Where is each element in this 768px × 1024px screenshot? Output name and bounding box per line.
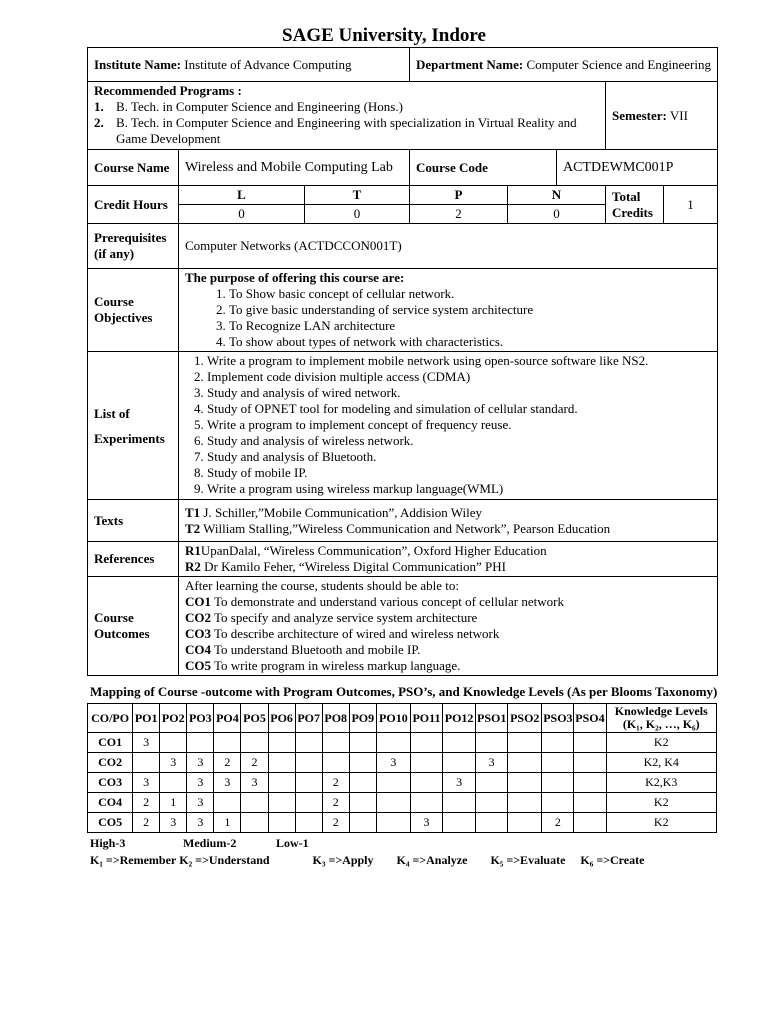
mapping-value-cell: 3 [187, 753, 214, 773]
mapping-knowledge-level-cell: K2 [606, 793, 717, 813]
department-label: Department Name: [416, 56, 524, 72]
mapping-header-cell: PO5 [241, 704, 268, 733]
mapping-value-cell: 3 [376, 753, 410, 773]
mapping-value-cell [295, 813, 322, 833]
outcome-code: CO5 [185, 658, 211, 673]
mapping-value-cell: 3 [187, 773, 214, 793]
mapping-value-cell [241, 793, 268, 813]
references-label: References [88, 542, 179, 577]
mapping-header-cell: PSO2 [508, 704, 542, 733]
text-code: T2 [185, 520, 201, 536]
credit-header-row [88, 186, 718, 205]
outcome-item [185, 594, 711, 610]
legend-high: High-3 [90, 836, 126, 850]
mapping-row [88, 793, 717, 813]
objective-item: 3. To Recognize LAN architecture [229, 318, 711, 334]
experiments-cell [179, 352, 718, 500]
mapping-value-cell [295, 753, 322, 773]
credit-l-value: 0 [179, 205, 305, 224]
legend-medium: Medium-2 [183, 836, 237, 850]
mapping-value-cell [410, 733, 442, 753]
experiment-item: 3. Study and analysis of wired network. [207, 385, 711, 401]
mapping-value-cell: 3 [214, 773, 241, 793]
prereq-row [88, 224, 718, 269]
experiment-item: 7. Study and analysis of Bluetooth. [207, 449, 711, 465]
mapping-value-cell [322, 733, 349, 753]
credit-l-header: L [179, 186, 305, 205]
mapping-value-cell: 1 [160, 793, 187, 813]
reference-citation: UpanDalal, “Wireless Communication”, Oxford Higher Education [200, 543, 547, 558]
mapping-value-cell [574, 793, 606, 813]
text-citation: J. Schiller,”Mobile Communication”, Addision Wiley [200, 504, 482, 520]
mapping-value-cell [574, 753, 606, 773]
mapping-header-row [88, 704, 717, 733]
mapping-co-cell: CO2 [88, 753, 133, 773]
mapping-value-cell [349, 773, 376, 793]
mapping-value-cell [476, 733, 508, 753]
outcomes-intro: After learning the course, students should be able to: [185, 578, 460, 593]
mapping-row [88, 733, 717, 753]
outcomes-cell [179, 577, 718, 676]
experiment-item: 5. Write a program to implement concept of frequency reuse. [207, 417, 711, 433]
mapping-header-cell: PSO1 [476, 704, 508, 733]
mapping-value-cell [443, 733, 476, 753]
credit-n-value: 0 [508, 205, 606, 224]
document-title: SAGE University, Indore [282, 25, 486, 46]
credit-hours-label: Credit Hours [88, 186, 179, 224]
course-name-label: Course Name [88, 150, 179, 186]
reference-citation: Dr Kamilo Feher, “Wireless Digital Communication” PHI [200, 559, 507, 574]
prereq-label: Prerequisites (if any) [88, 224, 179, 269]
mapping-value-cell: 2 [133, 793, 160, 813]
total-credits-value: 1 [664, 186, 718, 224]
mapping-value-cell [160, 773, 187, 793]
header-row [88, 48, 718, 82]
legend-k3: K₃ =>Apply [312, 853, 374, 867]
mapping-row [88, 753, 717, 773]
outcome-code: CO4 [185, 642, 211, 657]
outcomes-label: Course Outcomes [88, 577, 179, 676]
course-code-label: Course Code [410, 150, 557, 186]
mapping-title: Mapping of Course -outcome with Program Outcomes, PSO’s, and Knowledge Levels (As per Blooms Taxonomy) [90, 684, 718, 699]
mapping-value-cell [508, 773, 542, 793]
mapping-value-cell [574, 773, 606, 793]
mapping-value-cell [322, 753, 349, 773]
mapping-co-cell: CO3 [88, 773, 133, 793]
mapping-value-cell [574, 733, 606, 753]
mapping-value-cell: 3 [133, 773, 160, 793]
mapping-value-cell: 2 [241, 753, 268, 773]
legend-low: Low-1 [276, 836, 309, 850]
reference-item [185, 559, 711, 575]
outcome-text: To write program in wireless markup language. [211, 658, 461, 673]
text-book-item [185, 521, 711, 537]
reference-code: R1 [185, 543, 201, 558]
mapping-co-cell: CO1 [88, 733, 133, 753]
mapping-value-cell: 3 [476, 753, 508, 773]
mapping-header-cell: CO/PO [88, 704, 133, 733]
mapping-value-cell: 2 [322, 773, 349, 793]
mapping-value-cell [542, 753, 574, 773]
mapping-knowledge-level-cell: K2 [606, 813, 717, 833]
program-item [94, 115, 599, 147]
experiment-item: 9. Write a program using wireless markup language(WML) [207, 481, 711, 497]
correlation-legend [90, 836, 309, 851]
references-row [88, 542, 718, 577]
mapping-value-cell [349, 753, 376, 773]
mapping-value-cell: 1 [214, 813, 241, 833]
mapping-value-cell [443, 793, 476, 813]
outcome-text: To specify and analyze service system architecture [211, 610, 478, 625]
mapping-value-cell [410, 793, 442, 813]
mapping-value-cell [476, 793, 508, 813]
objective-item: 1. To Show basic concept of cellular network. [229, 286, 711, 302]
mapping-knowledge-level-cell: K2,K3 [606, 773, 717, 793]
mapping-value-cell [508, 733, 542, 753]
outcome-item [185, 610, 711, 626]
text-citation: William Stalling,”Wireless Communication and Network”, Pearson Education [200, 520, 611, 536]
text-code: T1 [185, 504, 201, 520]
mapping-value-cell: 3 [443, 773, 476, 793]
mapping-value-cell [349, 733, 376, 753]
mapping-value-cell: 2 [322, 813, 349, 833]
references-cell [179, 542, 718, 577]
mapping-header-cell: PSO3 [542, 704, 574, 733]
mapping-header-cell: PO1 [133, 704, 160, 733]
reference-code: R2 [185, 559, 201, 574]
mapping-value-cell: 3 [160, 753, 187, 773]
legend-k4: K₄ =>Analyze [396, 853, 468, 867]
text-book-item [185, 505, 711, 521]
mapping-value-cell: 2 [322, 793, 349, 813]
outcome-text: To describe architecture of wired and wireless network [211, 626, 500, 641]
mapping-header-cell: PO8 [322, 704, 349, 733]
institute-value: Institute of Advance Computing [184, 56, 352, 72]
mapping-value-cell [268, 813, 295, 833]
mapping-header-cell: PO3 [187, 704, 214, 733]
outcomes-row [88, 577, 718, 676]
mapping-value-cell: 2 [214, 753, 241, 773]
institute-label: Institute Name: [94, 56, 182, 72]
mapping-header-cell: PO7 [295, 704, 322, 733]
legend-k6: K₆ =>Create [580, 853, 645, 867]
knowledge-levels-header-line1: Knowledge Levels [614, 704, 708, 718]
department-cell [410, 48, 718, 82]
mapping-value-cell [476, 813, 508, 833]
mapping-value-cell [376, 773, 410, 793]
program-number: 2. [94, 115, 104, 130]
program-number: 1. [94, 99, 104, 114]
program-text: B. Tech. in Computer Science and Engineering with specialization in Virtual Reality and Game Development [116, 115, 577, 146]
mapping-row [88, 773, 717, 793]
program-text: B. Tech. in Computer Science and Engineering (Hons.) [116, 99, 403, 114]
mapping-value-cell: 3 [410, 813, 442, 833]
outcome-item [185, 642, 711, 658]
mapping-value-cell [349, 813, 376, 833]
mapping-header-cell: PO9 [349, 704, 376, 733]
mapping-value-cell [268, 773, 295, 793]
mapping-value-cell [410, 753, 442, 773]
experiment-item: 8. Study of mobile IP. [207, 465, 711, 481]
outcome-code: CO3 [185, 626, 211, 641]
mapping-value-cell [268, 753, 295, 773]
outcome-code: CO1 [185, 594, 211, 609]
knowledge-level-legend [90, 853, 664, 868]
mapping-value-cell [376, 733, 410, 753]
mapping-value-cell [349, 793, 376, 813]
objective-item: 2. To give basic understanding of service system architecture [229, 302, 711, 318]
experiments-label: List of Experiments [88, 352, 179, 500]
mapping-value-cell: 2 [133, 813, 160, 833]
semester-label: Semester: [612, 107, 667, 123]
mapping-header-cell: PO10 [376, 704, 410, 733]
mapping-value-cell [542, 733, 574, 753]
mapping-value-cell [542, 793, 574, 813]
outcome-item [185, 626, 711, 642]
credit-t-header: T [305, 186, 410, 205]
experiments-row [88, 352, 718, 500]
semester-cell [606, 82, 718, 150]
programs-cell [88, 82, 606, 150]
course-code-value: ACTDEWMC001P [557, 150, 718, 186]
outcome-text: To demonstrate and understand various concept of cellular network [211, 594, 564, 609]
mapping-value-cell [268, 793, 295, 813]
mapping-value-cell [241, 813, 268, 833]
mapping-value-cell [443, 753, 476, 773]
texts-row [88, 500, 718, 542]
experiment-item: 4. Study of OPNET tool for modeling and simulation of cellular standard. [207, 401, 711, 417]
reference-item [185, 543, 711, 559]
semester-value: VII [669, 107, 688, 123]
mapping-value-cell: 3 [187, 793, 214, 813]
mapping-value-cell: 3 [187, 813, 214, 833]
mapping-header-cell: PO12 [443, 704, 476, 733]
institute-cell [88, 48, 410, 82]
mapping-header-cell: PO6 [268, 704, 295, 733]
mapping-knowledge-level-cell: K2, K4 [606, 753, 717, 773]
experiment-item: 1. Write a program to implement mobile network using open-source software like NS2. [207, 353, 711, 369]
mapping-value-cell [410, 773, 442, 793]
credit-n-header: N [508, 186, 606, 205]
mapping-value-cell [295, 733, 322, 753]
mapping-co-cell: CO5 [88, 813, 133, 833]
mapping-row [88, 813, 717, 833]
mapping-header-cell: PSO4 [574, 704, 606, 733]
program-item [94, 99, 599, 115]
outcome-text: To understand Bluetooth and mobile IP. [211, 642, 421, 657]
mapping-co-cell: CO4 [88, 793, 133, 813]
mapping-value-cell [160, 733, 187, 753]
mapping-value-cell [508, 753, 542, 773]
mapping-value-cell [542, 773, 574, 793]
experiment-item: 2. Implement code division multiple access (CDMA) [207, 369, 711, 385]
outcome-code: CO2 [185, 610, 211, 625]
objective-item: 4. To show about types of network with characteristics. [229, 334, 711, 350]
outcome-item [185, 658, 711, 674]
objectives-cell [179, 269, 718, 352]
mapping-value-cell: 3 [133, 733, 160, 753]
course-details-table [87, 47, 718, 676]
credit-t-value: 0 [305, 205, 410, 224]
programs-row [88, 82, 718, 150]
mapping-value-cell [508, 793, 542, 813]
texts-label: Texts [88, 500, 179, 542]
mapping-value-cell [295, 773, 322, 793]
mapping-value-cell [376, 793, 410, 813]
knowledge-levels-header [606, 704, 717, 733]
programs-label: Recommended Programs : [94, 83, 242, 98]
course-name-value: Wireless and Mobile Computing Lab [179, 150, 410, 186]
objectives-row [88, 269, 718, 352]
mapping-value-cell [268, 733, 295, 753]
mapping-header-cell: PO2 [160, 704, 187, 733]
mapping-header-cell: PO11 [410, 704, 442, 733]
prereq-value: Computer Networks (ACTDCCON001T) [179, 224, 718, 269]
total-credits-label: Total Credits [606, 186, 664, 224]
legend-k1: K₁ =>Remember [90, 853, 177, 867]
legend-k2: K₂ =>Understand [179, 853, 270, 867]
mapping-value-cell [187, 733, 214, 753]
mapping-knowledge-level-cell: K2 [606, 733, 717, 753]
mapping-value-cell: 3 [241, 773, 268, 793]
knowledge-levels-header-line2: (K₁, K₂, …, K₆) [622, 717, 700, 731]
mapping-value-cell [214, 733, 241, 753]
experiment-item: 6. Study and analysis of wireless network. [207, 433, 711, 449]
mapping-value-cell [133, 753, 160, 773]
mapping-value-cell [574, 813, 606, 833]
texts-cell [179, 500, 718, 542]
mapping-value-cell: 2 [542, 813, 574, 833]
credit-p-value: 2 [410, 205, 508, 224]
mapping-value-cell [214, 793, 241, 813]
mapping-value-cell [376, 813, 410, 833]
mapping-value-cell: 3 [160, 813, 187, 833]
mapping-value-cell [508, 813, 542, 833]
mapping-value-cell [476, 773, 508, 793]
mapping-value-cell [241, 733, 268, 753]
legend-k5: K₅ =>Evaluate [490, 853, 566, 867]
objectives-intro: The purpose of offering this course are: [185, 270, 405, 285]
mapping-value-cell [443, 813, 476, 833]
mapping-header-cell: PO4 [214, 704, 241, 733]
course-name-row [88, 150, 718, 186]
objectives-label: Course Objectives [88, 269, 179, 352]
co-po-mapping-table [87, 703, 717, 833]
credit-p-header: P [410, 186, 508, 205]
department-value: Computer Science and Engineering [526, 56, 711, 72]
mapping-value-cell [295, 793, 322, 813]
